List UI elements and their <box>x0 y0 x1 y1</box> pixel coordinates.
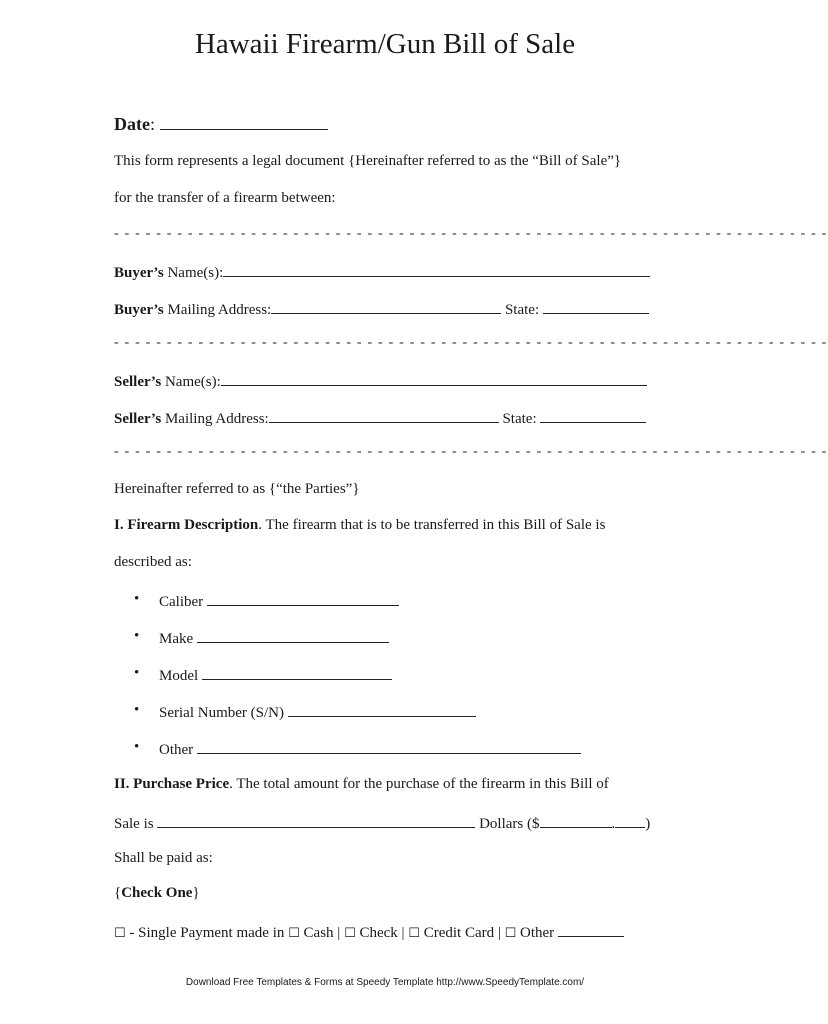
cash-label: Cash | <box>299 925 345 941</box>
check-close-brace: } <box>192 885 200 901</box>
seller-name-field[interactable] <box>221 371 647 386</box>
footer-text: Download Free Templates & Forms at Speedy Template http://www.SpeedyTemplate.com/ <box>185 977 585 988</box>
paid-as-text: Shall be paid as: <box>114 850 213 866</box>
seller-name-label: Name(s): <box>161 374 221 390</box>
make-row <box>159 628 389 648</box>
dollars-field[interactable] <box>540 813 612 828</box>
buyer-name-label: Name(s): <box>163 265 224 281</box>
seller-name-row <box>114 371 647 391</box>
section-1-row <box>114 517 605 534</box>
make-field[interactable] <box>197 628 389 643</box>
single-payment-checkbox[interactable]: ☐ <box>114 926 126 941</box>
check-one-row <box>114 885 200 902</box>
serial-row <box>159 702 476 722</box>
caliber-label: Caliber <box>159 594 207 610</box>
cash-checkbox[interactable]: ☐ <box>288 926 300 941</box>
bullet-model: • <box>134 665 140 681</box>
buyer-address-label: Mailing Address: <box>163 302 272 318</box>
seller-state-field[interactable] <box>540 408 646 423</box>
caliber-row <box>159 591 399 611</box>
section-2-heading: II. Purchase Price <box>114 776 230 792</box>
date-row <box>114 114 328 135</box>
check-open-brace: { <box>114 885 122 901</box>
separator-2: - - - - - - - - - - - - - - - - - - - - - - - - - - - - - - - - - - - - - - - - - - - - - - - - - - - - - - - - - - - - - - - - - - - - <box>114 335 828 350</box>
serial-field[interactable] <box>288 702 476 717</box>
amount-words-field[interactable] <box>157 813 475 828</box>
cents-field[interactable] <box>615 813 645 828</box>
check-checkbox[interactable]: ☐ <box>344 926 356 941</box>
buyer-state-label: State: <box>501 302 543 318</box>
buyer-label-2: Buyer’s <box>114 302 164 318</box>
model-field[interactable] <box>202 665 392 680</box>
make-label: Make <box>159 631 197 647</box>
sale-amount-row <box>114 813 650 833</box>
model-label: Model <box>159 668 202 684</box>
separator-1: - - - - - - - - - - - - - - - - - - - - - - - - - - - - - - - - - - - - - - - - - - - - - - - - - - - - - - - - - - - - - - - - - - - - <box>114 226 828 241</box>
seller-address-label: Mailing Address: <box>161 411 269 427</box>
other-payment-label: Other <box>516 925 558 941</box>
buyer-address-row <box>114 299 649 319</box>
credit-card-checkbox[interactable]: ☐ <box>408 926 420 941</box>
bullet-other: • <box>134 739 140 755</box>
seller-state-label: State: <box>498 411 541 427</box>
model-row <box>159 665 392 685</box>
credit-card-label: Credit Card | <box>419 925 505 941</box>
seller-label-2: Seller’s <box>114 411 162 427</box>
parties-text: Hereinafter referred to as {“the Parties”} <box>114 481 360 497</box>
separator-3: - - - - - - - - - - - - - - - - - - - - - - - - - - - - - - - - - - - - - - - - - - - - - - - - - - - - - - - - - - - - - - - - - - - - <box>114 444 828 459</box>
other-label: Other <box>159 742 197 758</box>
sale-is-label: Sale is <box>114 816 158 832</box>
payment-row <box>114 922 624 942</box>
buyer-name-field[interactable] <box>223 262 650 277</box>
other-field[interactable] <box>197 739 581 754</box>
seller-label: Seller’s <box>114 374 162 390</box>
bullet-make: • <box>134 628 140 644</box>
other-payment-checkbox[interactable]: ☐ <box>504 926 517 941</box>
decimal-point: . <box>611 816 616 832</box>
section-1-heading: I. Firearm Description <box>114 517 259 533</box>
intro-line-2: for the transfer of a firearm between: <box>114 190 336 206</box>
section-1-text-2: described as: <box>114 554 192 570</box>
other-payment-field[interactable] <box>558 922 624 937</box>
section-2-text: . The total amount for the purchase of the firearm in this Bill of <box>229 776 609 792</box>
page-title: Hawaii Firearm/Gun Bill of Sale <box>194 28 576 60</box>
seller-address-field[interactable] <box>269 408 499 423</box>
caliber-field[interactable] <box>207 591 399 606</box>
date-colon: : <box>149 114 155 134</box>
date-field[interactable] <box>160 115 328 130</box>
intro-line-1: This form represents a legal document {Hereinafter referred to as the “Bill of Sale”} <box>114 153 622 169</box>
bullet-serial: • <box>134 702 140 718</box>
dollars-label: Dollars ($ <box>475 816 540 832</box>
check-one-label: Check One <box>121 885 193 901</box>
buyer-address-field[interactable] <box>271 299 501 314</box>
date-label: Date <box>114 114 150 134</box>
serial-label: Serial Number (S/N) <box>159 705 288 721</box>
buyer-state-field[interactable] <box>543 299 649 314</box>
other-row <box>159 739 581 759</box>
buyer-name-row <box>114 262 650 282</box>
single-payment-label: - Single Payment made in <box>125 925 289 941</box>
seller-address-row <box>114 408 646 428</box>
bullet-caliber: • <box>134 591 140 607</box>
check-label: Check | <box>355 925 409 941</box>
section-2-row <box>114 776 609 793</box>
close-paren: ) <box>645 816 651 832</box>
section-1-text: . The firearm that is to be transferred in this Bill of Sale is <box>258 517 606 533</box>
buyer-label: Buyer’s <box>114 265 164 281</box>
